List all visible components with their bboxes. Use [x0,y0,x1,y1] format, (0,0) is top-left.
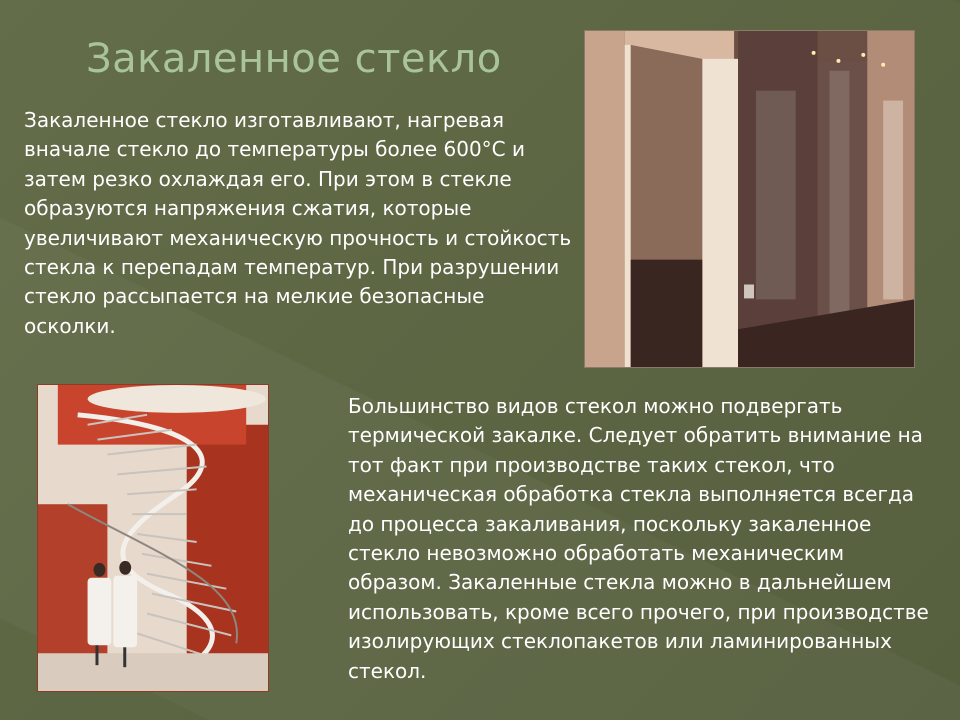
room-glass-partition-photo [584,30,915,368]
slide-title: Закаленное стекло [86,36,502,82]
spiral-staircase-photo [37,384,269,692]
paragraph-tempering-applicability: Большинство видов стекол можно подвергать термической закалке. Следует обратить внимание на тот факт при производстве таких стекол, что механическая обработка стекла выполняется всегда до процесса закаливания, поскольку закаленное стекло невозможно обработать механическим образом. Закаленные стекла можно в дальнейшем использовать, кроме всего прочего, при производстве изолирующих стеклопакетов или ламинированных стекол. [348,394,929,683]
paragraph-tempered-glass-process: Закаленное стекло изготавливают, нагревая вначале стекло до температуры более 600°С и затем резко охлаждая его. При этом в стекле образуются напряжения сжатия, которые увеличивают механическую прочность и стойкость стекла к перепадам температур. При разрушении стекло рассыпается на мелкие безопасные осколки. [24,108,572,338]
